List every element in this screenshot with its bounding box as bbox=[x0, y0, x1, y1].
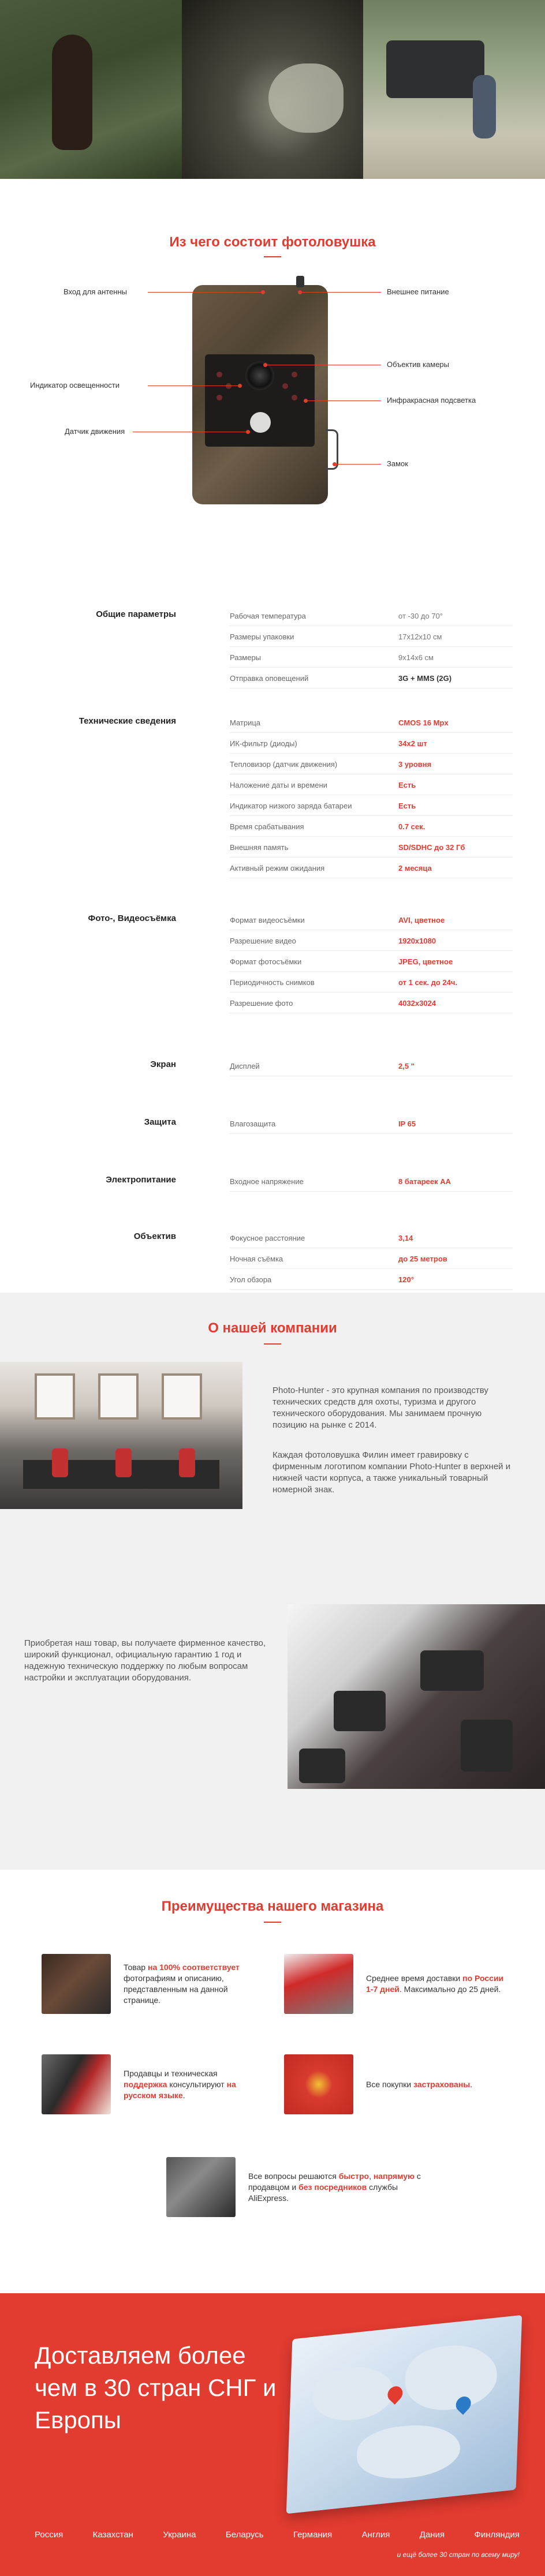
spec-key: Формат видеосъёмки bbox=[230, 915, 305, 924]
advantage-image bbox=[42, 1954, 111, 2014]
spec-row bbox=[230, 910, 513, 930]
about-paragraph-2: Каждая фотоловушка Филин имеет гравировку с фирменным логотипом компании Photo-Hunter в верхней и нижней части корпуса, а также уникальный товарный номерной знак. bbox=[272, 1450, 511, 1495]
advantage-item bbox=[42, 1954, 262, 2014]
camera-front-panel bbox=[205, 354, 315, 447]
deer-photo bbox=[182, 0, 364, 179]
antenna-port bbox=[296, 276, 304, 287]
spec-key: Активный режим ожидания bbox=[230, 863, 325, 873]
label-ir-light: Инфракрасная подсветка bbox=[387, 396, 476, 405]
label-antenna: Вход для антенны bbox=[64, 287, 127, 296]
spec-row bbox=[230, 931, 513, 951]
motion-sensor-window bbox=[250, 412, 271, 433]
spec-row bbox=[230, 606, 513, 626]
spec-row bbox=[230, 733, 513, 754]
hero-photo-strip bbox=[0, 0, 545, 179]
advantage-item bbox=[166, 2157, 421, 2217]
spec-value: до 25 метров bbox=[398, 1254, 447, 1263]
camera-image bbox=[192, 285, 328, 504]
about-paragraph-3: Приобретая наш товар, вы получаете фирменное качество, широкий функционал, официальную гарантию 1 год и надежную техническую поддержку по любым вопросам настройки и эксплуатации оборудования. bbox=[24, 1638, 266, 1683]
label-motion-sensor: Датчик движения bbox=[65, 427, 125, 436]
spec-row bbox=[230, 796, 513, 816]
spec-key: Матрица bbox=[230, 718, 261, 727]
spec-key: Время срабатывания bbox=[230, 822, 304, 831]
spec-group-title: Электропитание bbox=[106, 1175, 176, 1185]
spec-key: Фокусное расстояние bbox=[230, 1233, 305, 1242]
spec-value: 17x12x10 см bbox=[398, 632, 442, 641]
country-item: Дания bbox=[419, 2530, 445, 2540]
spec-group-title: Защита bbox=[144, 1117, 176, 1127]
spec-row bbox=[230, 858, 513, 878]
spec-row bbox=[230, 972, 513, 993]
spec-row bbox=[230, 952, 513, 972]
label-light-indicator: Индикатор освещенности bbox=[30, 381, 120, 390]
spec-value: 4032x3024 bbox=[398, 998, 436, 1008]
spec-group-title: Технические сведения bbox=[79, 716, 176, 726]
spec-value: 8 батареек АА bbox=[398, 1177, 451, 1186]
spec-row bbox=[230, 817, 513, 837]
spec-value: Есть bbox=[398, 780, 416, 789]
spec-row bbox=[230, 668, 513, 688]
spec-key: Разрешение видео bbox=[230, 936, 296, 945]
advantages-title: Преимущества нашего магазина bbox=[161, 1899, 384, 1914]
country-item: Финляндия bbox=[474, 2530, 520, 2540]
advantage-text: Все вопросы решаются быстро, напрямую с продавцом и без посредников службы AliExpress. bbox=[248, 2171, 421, 2203]
spec-key: Ночная съёмка bbox=[230, 1254, 283, 1263]
spec-value: 3,14 bbox=[398, 1233, 413, 1242]
spec-key: Влагозащита bbox=[230, 1119, 276, 1128]
spec-value: 1920x1080 bbox=[398, 936, 436, 945]
advantage-text: Среднее время доставки по России 1-7 дней. Максимально до 25 дней. bbox=[366, 1974, 504, 1994]
office-photo bbox=[0, 1362, 242, 1509]
spec-row bbox=[230, 1249, 513, 1269]
spec-row bbox=[230, 647, 513, 668]
car-photo bbox=[363, 0, 545, 179]
spec-row bbox=[230, 1228, 513, 1248]
spec-value: AVI, цветное bbox=[398, 915, 445, 924]
spec-row bbox=[230, 993, 513, 1013]
country-item: Украина bbox=[163, 2530, 196, 2540]
spec-value: 2,5 " bbox=[398, 1061, 415, 1070]
spec-value: SD/SDHC до 32 Гб bbox=[398, 843, 465, 852]
advantage-text: Все покупки застрахованы. bbox=[366, 2079, 473, 2089]
advantage-item bbox=[42, 2054, 262, 2114]
label-power: Внешнее питание bbox=[387, 287, 449, 296]
spec-row bbox=[230, 627, 513, 647]
spec-key: Тепловизор (датчик движения) bbox=[230, 759, 338, 769]
spec-key: Дисплей bbox=[230, 1061, 260, 1070]
footnote: и ещё более 30 стран по всему миру! bbox=[397, 2551, 520, 2559]
spec-value: IP 65 bbox=[398, 1119, 416, 1128]
spec-group-title: Общие параметры bbox=[96, 609, 176, 619]
label-camera-lens: Объектив камеры bbox=[387, 360, 449, 369]
spec-row bbox=[230, 1171, 513, 1192]
advantage-image bbox=[166, 2157, 236, 2217]
spec-row bbox=[230, 1056, 513, 1076]
spec-key: ИК-фильтр (диоды) bbox=[230, 739, 297, 748]
advantage-item bbox=[284, 1954, 505, 2014]
spec-value: 9x14x6 см bbox=[398, 653, 434, 662]
russian-coat-of-arms-image bbox=[284, 2054, 353, 2114]
spec-row bbox=[230, 775, 513, 795]
diagram-title: Из чего состоит фотоловушка bbox=[169, 234, 376, 250]
spec-row bbox=[230, 754, 513, 774]
advantage-text: Товар на 100% соответствует фотографиям и описанию, представленным на данной странице. bbox=[124, 1963, 240, 2005]
spec-group-title: Экран bbox=[150, 1059, 176, 1069]
spec-key: Размеры упаковки bbox=[230, 632, 294, 641]
country-item: Россия bbox=[35, 2530, 64, 2540]
camera-diagram bbox=[0, 257, 545, 557]
spec-value: 3 уровня bbox=[398, 759, 432, 769]
country-item: Беларусь bbox=[225, 2530, 264, 2540]
spec-row bbox=[230, 1270, 513, 1290]
about-title: О нашей компании bbox=[208, 1320, 337, 1336]
advantage-item bbox=[284, 2054, 505, 2114]
spec-value: Есть bbox=[398, 801, 416, 810]
about-paragraph-1: Photo-Hunter - это крупная компания по производству технических средств для охоты, туризма и другого технического оборудования. Мы занимаем прочную позицию на рынке с 2014. bbox=[272, 1386, 488, 1430]
advantage-image bbox=[42, 2054, 111, 2114]
spec-key: Формат фотосъёмки bbox=[230, 957, 302, 966]
spec-key: Наложение даты и времени bbox=[230, 780, 327, 789]
country-item: Англия bbox=[361, 2530, 390, 2540]
spec-key: Размеры bbox=[230, 653, 262, 662]
label-lock: Замок bbox=[387, 459, 408, 468]
hands-with-cameras-photo bbox=[288, 1604, 545, 1789]
spec-value: от 1 сек. до 24ч. bbox=[398, 978, 458, 987]
spec-group-title: Фото-, Видеосъёмка bbox=[88, 913, 176, 923]
spec-value: 3G + MMS (2G) bbox=[398, 673, 452, 683]
delivery-headline: Доставляем более чем в 30 стран СНГ и Европы bbox=[35, 2342, 277, 2433]
spec-value: 120° bbox=[398, 1275, 414, 1284]
spec-value: 34x2 шт bbox=[398, 739, 427, 748]
spec-value: JPEG, цветное bbox=[398, 957, 453, 966]
spec-key: Входное напряжение bbox=[230, 1177, 304, 1186]
advantage-image bbox=[284, 1954, 353, 2014]
spec-key: Угол обзора bbox=[230, 1275, 272, 1284]
spec-key: Периодичность снимков bbox=[230, 978, 315, 987]
spec-value: 2 месяца bbox=[398, 863, 432, 873]
spec-value: CMOS 16 Mpx bbox=[398, 718, 449, 727]
advantage-text: Продавцы и техническая поддержка консультируют на русском языке. bbox=[124, 2068, 236, 2100]
spec-row bbox=[230, 1114, 513, 1134]
delivery-footer bbox=[0, 2293, 545, 2576]
country-list bbox=[35, 2530, 520, 2540]
spec-value: 0.7 сек. bbox=[398, 822, 425, 831]
lens bbox=[245, 361, 274, 390]
spec-key: Индикатор низкого заряда батареи bbox=[230, 801, 352, 810]
about-section bbox=[0, 1293, 545, 1870]
map-illustration bbox=[286, 2315, 522, 2514]
spec-key: Отправка оповещений bbox=[230, 673, 309, 683]
bear-photo bbox=[0, 0, 182, 179]
spec-row bbox=[230, 713, 513, 733]
country-item: Германия bbox=[293, 2530, 333, 2540]
spec-group-title: Объектив bbox=[133, 1231, 176, 1241]
spec-key: Внешняя память bbox=[230, 843, 289, 852]
spec-key: Рабочая температура bbox=[230, 611, 306, 620]
country-item: Казахстан bbox=[92, 2530, 133, 2540]
spec-row bbox=[230, 837, 513, 858]
spec-value: от -30 до 70° bbox=[398, 611, 443, 620]
spec-key: Разрешение фото bbox=[230, 998, 293, 1008]
